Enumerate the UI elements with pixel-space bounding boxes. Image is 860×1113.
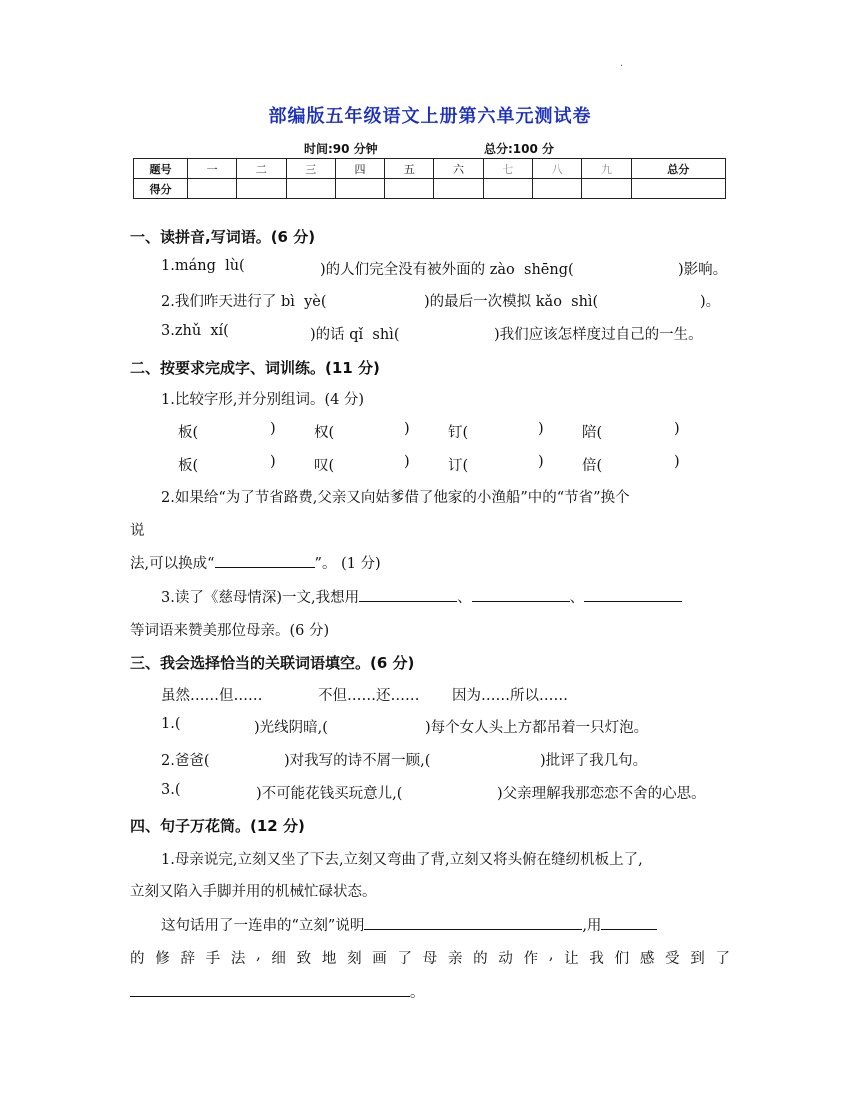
s4-char: 受 [665,951,680,967]
s2-q3-answer-blank[interactable] [359,587,457,602]
s3-q1-a: 1.( [161,716,181,732]
score-header-cell: 五 [385,159,434,179]
s4-q-prefix: 这句话用了一连串的“立刻”说明 [161,918,365,934]
s2-char-item: 权( [314,425,335,441]
s3-q2-c: )批评了我几句。 [540,753,648,769]
s3-option: 不但……还…… [318,688,420,704]
s4-char: 我 [589,951,604,967]
s2-q3-separator: 、 [569,590,585,606]
score-cell[interactable] [483,179,532,199]
s4-char: , [548,947,554,963]
s2-close-paren: ) [270,421,276,437]
s4-q-line2 [130,947,730,968]
s2-close-paren: ) [674,421,680,437]
s4-char: 的 [130,951,145,967]
s4-char: 了 [715,951,730,967]
s1-q3-c: )我们应该怎样度过自己的一生。 [494,327,703,343]
s2-char-item: 钉( [448,425,469,441]
s2-char-item: 叹( [314,458,335,474]
s1-q1-a: 1.máng lù( [161,258,245,274]
s2-char-item: 板( [178,425,199,441]
s4-char: 们 [614,951,630,967]
score-header-cell: 三 [286,159,335,179]
score-header-cell: 七 [483,159,532,179]
s2-q2-line1: 2.如果给“为了节省路费,父亲又向姑爹借了他家的小渔船”中的“节省”换个 [161,490,630,506]
s4-char: 母 [422,951,438,967]
s4-char: 细 [271,951,286,967]
s2-q3-answer-blank[interactable] [472,587,570,602]
s2-q2-prefix: 法,可以换成“ [130,556,215,572]
s2-q2-suffix: ”。 (1 分) [314,556,381,572]
s4-char: 修 [155,951,170,967]
score-header-cell: 一 [188,159,237,179]
s3-q1-b: )光线阴暗,( [254,720,328,736]
s4-end-mark: 。 [410,985,425,1001]
s4-answer-blank[interactable] [130,982,410,997]
score-header-cell: 九 [582,159,631,179]
s2-char-item: 倍( [582,458,603,474]
s4-char: 手 [205,951,221,967]
s3-q3-b: )不可能花钱买玩意儿,( [256,786,403,802]
score-cell[interactable] [532,179,581,199]
s2-q2-line3 [130,552,381,573]
s2-q3-line2: 等词语来赞美那位母亲。(6 分) [130,623,330,639]
s4-char: 动 [498,951,513,967]
s2-q3-prefix: 3.读了《慈母情深)一文,我想用 [161,590,360,606]
s2-close-paren: ) [270,454,276,470]
total-score: 总分:100 分 [484,142,555,156]
s4-passage-line2: 立刻又陷入手脚并用的机械忙碌状态。 [130,884,377,900]
s2-q1: 1.比较字形,并分别组词。(4 分) [161,392,365,408]
score-header-cell: 题号 [134,159,188,179]
section-4-heading: 四、句子万花筒。(12 分) [130,817,305,835]
score-table [133,158,726,199]
score-header-cell: 总分 [631,159,725,179]
s3-q3-a: 3.( [161,782,181,798]
s2-char-item: 陪( [582,425,603,441]
s3-option: 虽然……但…… [161,688,263,704]
s1-q1-b: )的人们完全没有被外面的 zào shēng( [320,262,574,278]
s1-q1-c: )影响。 [678,262,728,278]
s3-q1-c: )每个女人头上方都吊着一只灯泡。 [425,720,649,736]
s4-char: 让 [564,951,579,967]
s2-char-item: 订( [448,458,469,474]
s2-close-paren: ) [404,421,410,437]
s2-q2-line2: 说 [130,523,145,539]
s1-q3-a: 3.zhǔ xí( [161,323,229,339]
s2-char-item: 板( [178,458,199,474]
s4-char: 作 [523,951,539,967]
score-header-cell: 二 [237,159,286,179]
s4-q-line1 [161,914,657,935]
s2-close-paren: ) [538,454,544,470]
s4-passage-line1: 1.母亲说完,立刻又坐了下去,立刻又弯曲了背,立刻又将头俯在缝纫机板上了, [161,852,643,868]
score-table-score-row [134,179,726,199]
score-header-cell: 四 [335,159,384,179]
s4-char: 画 [372,951,387,967]
s2-q2-answer-blank[interactable] [215,553,315,568]
section-3-heading: 三、我会选择恰当的关联词语填空。(6 分) [130,654,415,672]
s4-char: 刻 [347,951,362,967]
s4-answer-blank[interactable] [364,915,582,930]
s3-q2-b: )对我写的诗不屑一顾,( [284,753,431,769]
s3-option: 因为……所以…… [452,688,568,704]
s4-char: 到 [690,951,705,967]
s4-char: 的 [473,951,488,967]
s1-q2-a: 2.我们昨天进行了 bì yè( [161,294,327,310]
score-header-cell: 六 [434,159,483,179]
score-cell[interactable] [335,179,384,199]
s4-char: 感 [639,951,655,967]
score-row-label: 得分 [134,179,188,199]
score-cell[interactable] [631,179,725,199]
score-cell[interactable] [434,179,483,199]
s4-char: 地 [321,951,337,967]
s4-q-mid: ,用 [582,918,602,934]
score-cell[interactable] [582,179,631,199]
s4-char: 了 [397,951,413,967]
score-cell[interactable] [385,179,434,199]
s4-char: 亲 [447,951,463,967]
s1-q2-c: )。 [700,294,721,310]
s2-close-paren: ) [404,454,410,470]
s2-close-paren: ) [538,421,544,437]
time-limit: 时间:90 分钟 [304,142,378,156]
page-dot: . [620,58,624,69]
s4-q-line3 [130,981,425,1002]
s2-q3-line1 [161,586,682,607]
section-1-heading: 一、读拼音,写词语。(6 分) [130,228,316,246]
section-2-heading: 二、按要求完成字、词训练。(11 分) [130,359,380,377]
score-table-header-row [134,159,726,179]
score-cell[interactable] [286,179,335,199]
s4-char: 辞 [180,951,195,967]
score-cell[interactable] [188,179,237,199]
page-title: 部编版五年级语文上册第六单元测试卷 [268,106,592,127]
score-cell[interactable] [237,179,286,199]
s4-char: 致 [296,951,312,967]
s1-q3-b: )的话 qǐ shì( [310,327,400,343]
s2-q3-answer-blank[interactable] [584,587,682,602]
s3-q2-a: 2.爸爸( [161,753,210,769]
s4-char: , [256,947,261,963]
s1-q2-b: )的最后一次模拟 kǎo shì( [424,294,599,310]
s2-close-paren: ) [674,454,680,470]
s2-q3-separator: 、 [457,590,472,606]
s3-q3-c: )父亲理解我那恋恋不舍的心思。 [497,786,706,802]
s4-char: 法 [230,951,246,967]
score-header-cell: 八 [532,159,581,179]
s4-answer-blank[interactable] [601,915,657,930]
